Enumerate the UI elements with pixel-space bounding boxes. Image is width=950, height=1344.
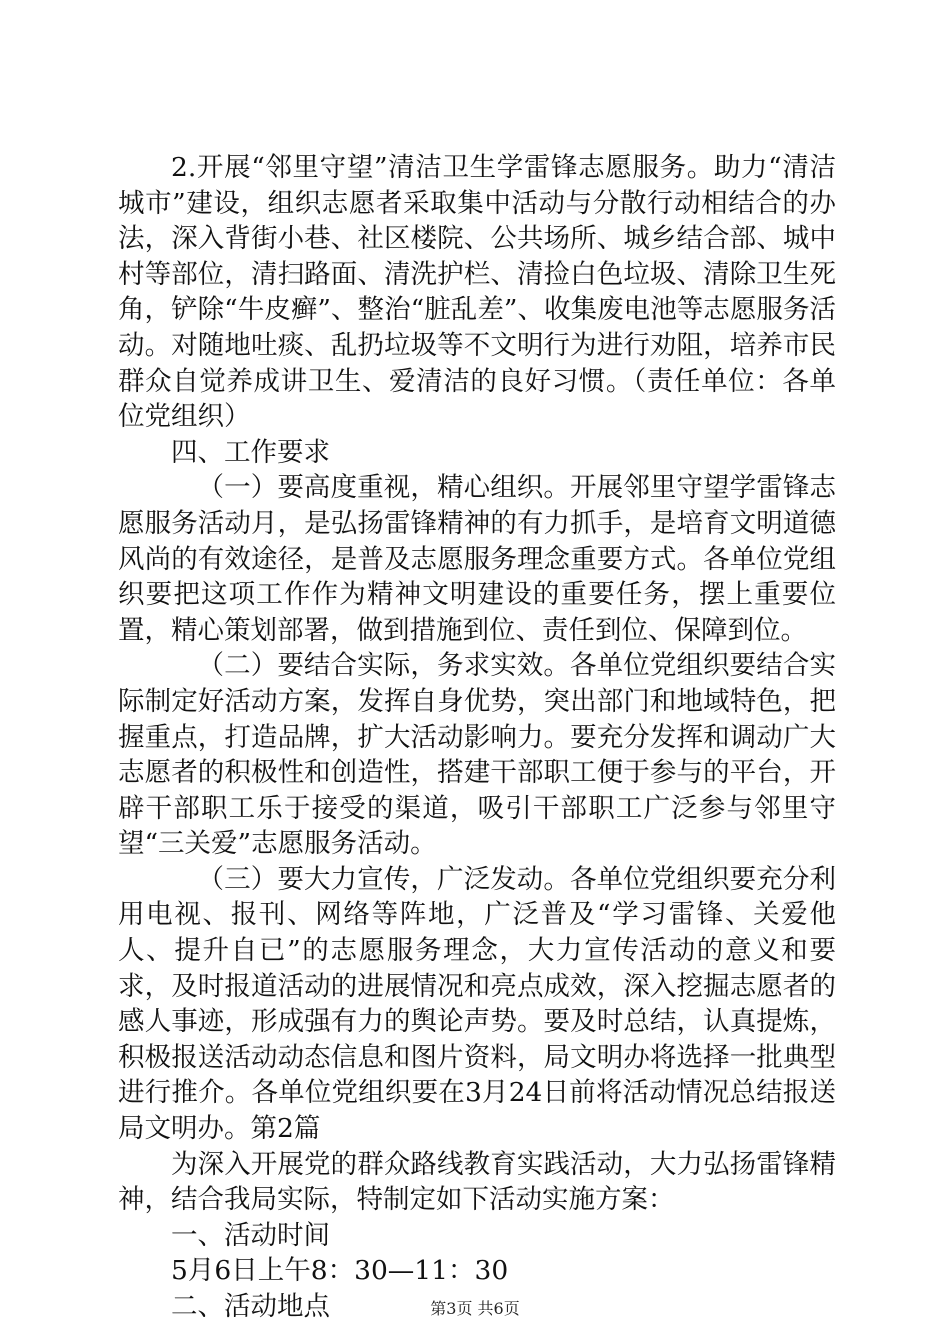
document-body — [118, 150, 836, 1325]
page-number-label: 第3页 共6页 — [430, 1299, 520, 1318]
page-footer — [0, 1299, 950, 1319]
paragraph-cleaning-service: 2.开展“邻里守望”清洁卫生学雷锋志愿服务。助力“清洁城市”建设，组织志愿者采取集中活动与分散行动相结合的办法，深入背街小巷、社区楼院、公共场所、城乡结合部、城中村等部位，清扫路面、清洗护栏、清捡白色垃圾、清除卫生死角，铲除“牛皮癣”、整治“脏乱差”、收集废电池等志愿服务活动。对随地吐痰、乱扔垃圾等不文明行为进行劝阻，培养市民群众自觉养成讲卫生、爱清洁的良好习惯。（责任单位：各单位党组织） — [118, 152, 836, 433]
paragraph-requirement-1: （一）要高度重视，精心组织。开展邻里守望学雷锋志愿服务活动月，是弘扬雷锋精神的有力抓手，是培育文明道德风尚的有效途径，是普及志愿服务理念重要方式。各单位党组织要把这项工作作为精神文明建设的重要任务，摆上重要位置，精心策划部署，做到措施到位、责任到位、保障到位。 — [118, 472, 836, 646]
section-heading-work-requirements: 四、工作要求 — [171, 436, 330, 468]
activity-time-value: 5月6日上午8：30—11：30 — [171, 1255, 509, 1287]
section-heading-activity-time: 一、活动时间 — [171, 1219, 330, 1251]
paragraph-intro-part-2: 为深入开展党的群众路线教育实践活动，大力弘扬雷锋精神，结合我局实际，特制定如下活动实施方案： — [118, 1148, 836, 1216]
section-heading-activity-location: 二、活动地点 — [171, 1291, 330, 1322]
paragraph-requirement-3: （三）要大力宣传，广泛发动。各单位党组织要充分利用电视、报刊、网络等阵地，广泛普及“学习雷锋、关爱他人、提升自已”的志愿服务理念，大力宣传活动的意义和要求，及时报道活动的进展情况和亮点成效，深入挖掘志愿者的感人事迹，形成强有力的舆论声势。要及时总结，认真提炼，积极报送活动动态信息和图片资料，局文明办将选择一批典型进行推介。各单位党组织要在3月24日前将活动情况总结报送局文明办。第2篇 — [118, 863, 836, 1145]
paragraph-requirement-2: （二）要结合实际，务求实效。各单位党组织要结合实际制定好活动方案，发挥自身优势，突出部门和地域特色，把握重点，打造品牌，扩大活动影响力。要充分发挥和调动广大志愿者的积极性和创造性，搭建干部职工便于参与的平台，开辟干部职工乐于接受的渠道，吸引干部职工广泛参与邻里守望“三关爱”志愿服务活动。 — [118, 650, 836, 860]
